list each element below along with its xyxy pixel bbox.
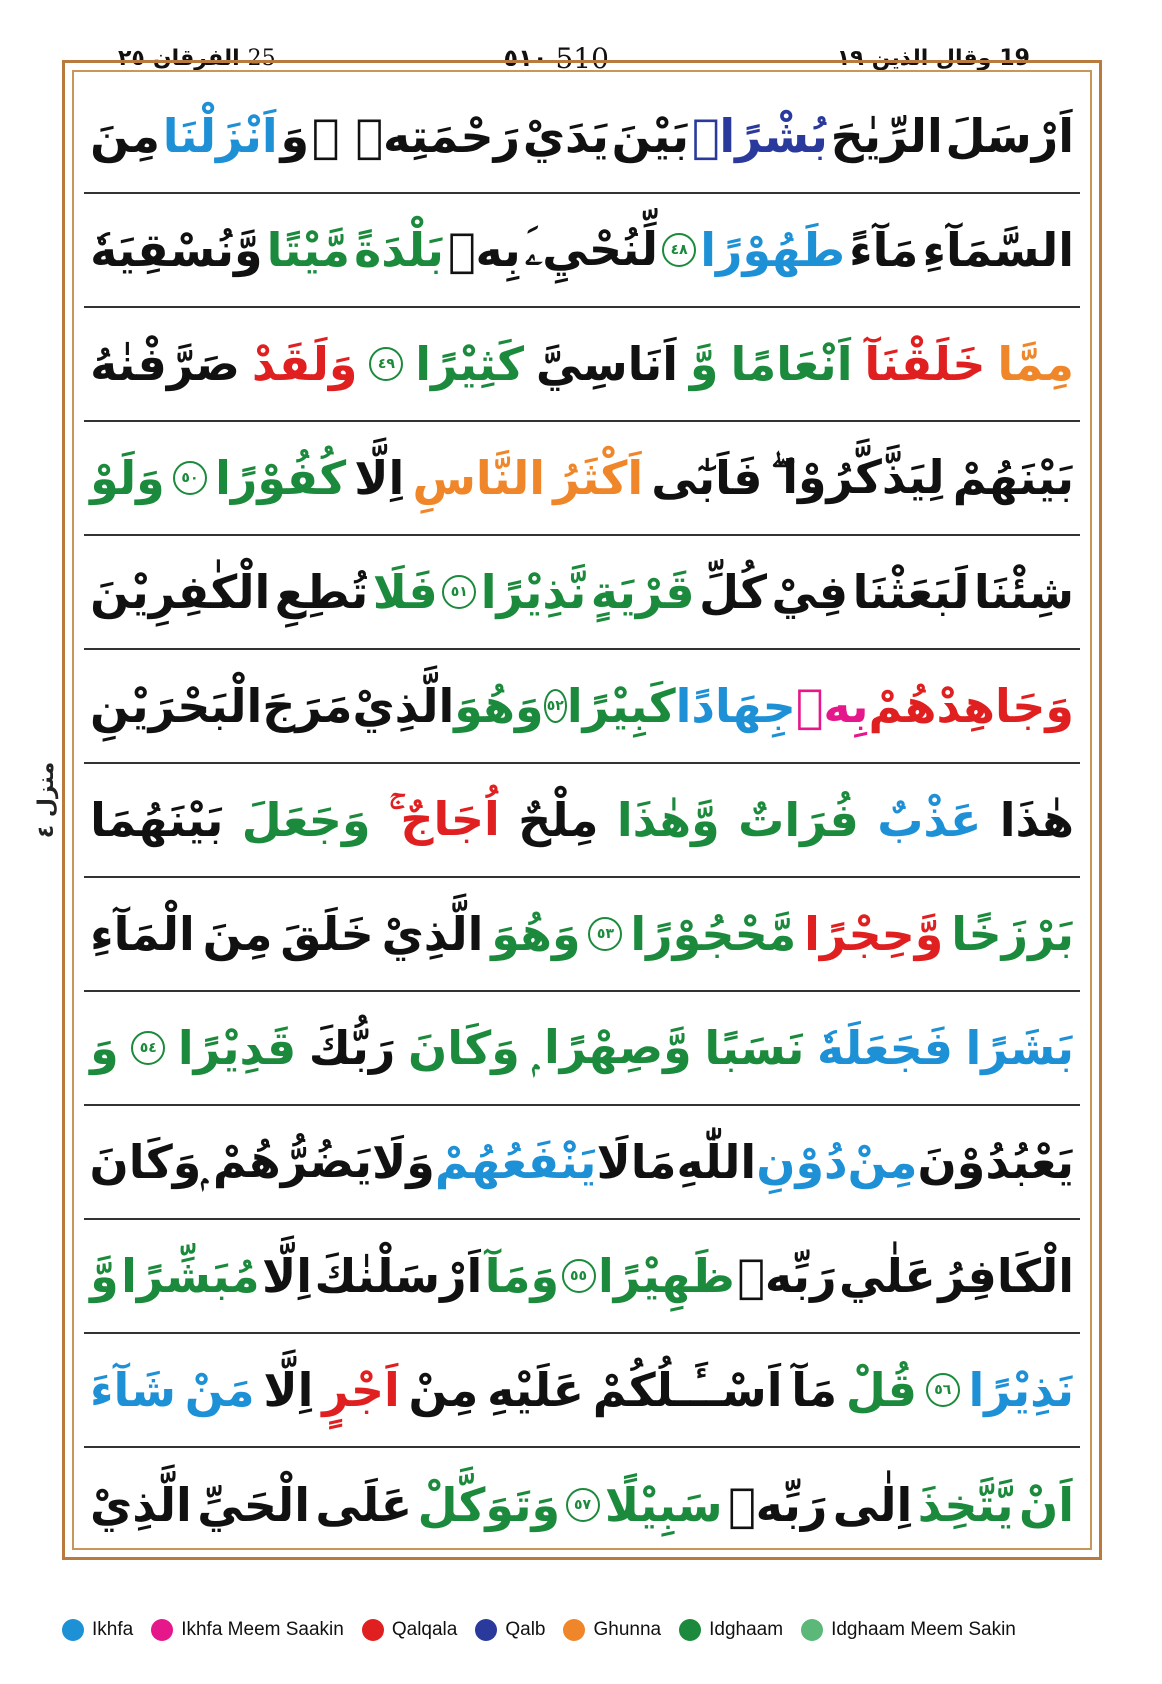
word: رَبِّهٖ bbox=[737, 1249, 837, 1303]
word: شِئْنَا bbox=[973, 565, 1074, 619]
word: اَسْــَٔـلُكُمْ bbox=[592, 1363, 783, 1417]
ayah-number-marker: ٥٣ bbox=[588, 917, 622, 951]
word: السَّمَآءِ bbox=[922, 223, 1074, 277]
word: وَ bbox=[280, 109, 310, 163]
word: وَكَانَ bbox=[89, 1135, 202, 1189]
word: لَا bbox=[596, 1135, 631, 1189]
word: لِيَذَّكَّرُوْا ۖ bbox=[770, 450, 945, 504]
word: فَجَعَلَهٗ bbox=[817, 1021, 953, 1075]
word: اَنْ bbox=[1018, 1478, 1074, 1532]
legend-color-dot bbox=[362, 1619, 384, 1641]
legend-item bbox=[151, 1619, 344, 1641]
word: تُطِعِ bbox=[274, 565, 369, 619]
word: مُبَشِّرًا bbox=[121, 1249, 260, 1303]
word: بَلْدَةً bbox=[354, 223, 444, 277]
word: الَّذِيْ bbox=[381, 907, 484, 961]
word: قَدِيْرًا bbox=[177, 1021, 297, 1075]
tajweed-legend bbox=[62, 1610, 1102, 1650]
word: يَدَيْ bbox=[522, 109, 609, 163]
word: الْمَآءِ bbox=[90, 907, 195, 961]
word: مِنَ bbox=[90, 109, 160, 163]
legend-color-dot bbox=[151, 1619, 173, 1641]
legend-color-dot bbox=[475, 1619, 497, 1641]
word: دُوْنِ bbox=[756, 1135, 848, 1189]
ayah-number-marker: ٥٧ bbox=[566, 1488, 600, 1522]
page-number-english: 510 bbox=[555, 41, 609, 75]
ayah-number-marker: ٥٦ bbox=[926, 1373, 960, 1407]
word: نَذِيْرًا bbox=[968, 1363, 1074, 1417]
word: وَمَآ bbox=[484, 1249, 560, 1303]
word: الَّذِيْ bbox=[352, 679, 455, 733]
text-line bbox=[84, 764, 1080, 878]
word: اِلَّا bbox=[263, 1363, 314, 1417]
word: عَلٰي bbox=[839, 1249, 936, 1303]
ayah-number-marker: ٤٩ bbox=[369, 347, 403, 381]
word: مِلْحٌ bbox=[518, 793, 599, 847]
word: لَبَعَثْنَا bbox=[852, 565, 970, 619]
word: يَّتَّخِذَ bbox=[917, 1478, 1014, 1532]
legend-color-dot bbox=[679, 1619, 701, 1641]
legend-label: Qalb bbox=[505, 1619, 546, 1640]
word: الْبَحْرَيْنِ bbox=[90, 679, 263, 733]
legend-item bbox=[362, 1619, 458, 1641]
word: وَجَاهِدْهُمْ bbox=[868, 679, 1074, 733]
word: اِلَّا bbox=[261, 1249, 313, 1303]
word: اَجْرٍ bbox=[322, 1363, 400, 1417]
word: الْكَافِرُ bbox=[938, 1249, 1074, 1303]
word: وَتَوَكَّلْ bbox=[417, 1478, 561, 1532]
word: بَشَرًا bbox=[965, 1021, 1074, 1075]
text-line bbox=[84, 80, 1080, 194]
word: مَا bbox=[630, 1135, 677, 1189]
word: لِّنُحْيِۦَ bbox=[524, 222, 659, 276]
surah-number: 25 bbox=[247, 45, 276, 71]
word: كَثِيْرًا bbox=[415, 337, 524, 391]
word: بَرْزَخًا bbox=[951, 907, 1074, 961]
legend-label: Idghaam Meem Sakin bbox=[831, 1619, 1016, 1640]
word: جِهَادًا bbox=[675, 679, 796, 733]
legend-label: Idghaam bbox=[709, 1619, 784, 1640]
word: بُشْرًاۢ bbox=[691, 109, 828, 163]
surah-name: الفرقان bbox=[152, 45, 240, 71]
ayah-number-marker: ٥٥ bbox=[562, 1259, 596, 1293]
word: فِيْ bbox=[771, 565, 849, 619]
word: وَلَقَدْ bbox=[251, 337, 358, 391]
legend-label: Qalqala bbox=[391, 1619, 458, 1640]
word: كَبِيْرًا bbox=[566, 679, 676, 733]
word: اَرْسَلْنٰكَ bbox=[314, 1249, 483, 1303]
word: وَّحِجْرًا bbox=[804, 907, 944, 961]
word: شَآءَ bbox=[90, 1363, 177, 1417]
word: بَيْنَ bbox=[611, 109, 690, 163]
word: رَبُّكَ bbox=[308, 1021, 396, 1075]
legend-color-dot bbox=[62, 1619, 84, 1641]
word: بَيْنَهُمَا bbox=[90, 793, 224, 847]
word: وَّنُسْقِيَهٗ bbox=[90, 223, 263, 277]
word: نَّذِيْرًا bbox=[480, 565, 587, 619]
word: وَّ bbox=[689, 337, 719, 391]
word: الْكٰفِرِيْنَ bbox=[90, 565, 271, 619]
text-line bbox=[84, 1106, 1080, 1220]
word: اِلَّا bbox=[354, 451, 405, 505]
word: وَلَا bbox=[372, 1135, 435, 1189]
word: وَهُوَ bbox=[454, 679, 544, 733]
para-number: 19 bbox=[999, 45, 1030, 71]
ayah-number-marker: ٥١ bbox=[442, 575, 476, 609]
legend-color-dot bbox=[801, 1619, 823, 1641]
word: مَرَجَ bbox=[262, 679, 353, 733]
word: الْحَيِّ bbox=[197, 1478, 310, 1532]
word: اَرْسَلَ bbox=[945, 109, 1074, 163]
word: اَنَاسِيَّ bbox=[535, 337, 678, 391]
text-line bbox=[84, 1334, 1080, 1448]
manzil-marker: منزل ٤ bbox=[34, 761, 59, 839]
word: اَكْثَرُ bbox=[553, 451, 644, 505]
word: وَهُوَ bbox=[491, 907, 581, 961]
text-line bbox=[84, 650, 1080, 764]
word: وَّهٰذَا bbox=[616, 793, 720, 847]
legend-label: Ikhfa bbox=[92, 1619, 134, 1640]
word: نَسَبًا bbox=[704, 1021, 805, 1075]
word: خَلَقَ bbox=[280, 907, 374, 961]
word: هٰذَا bbox=[999, 793, 1074, 847]
legend-label: Ikhfa Meem Saakin bbox=[181, 1619, 344, 1640]
word: اَنْزَلْنَا bbox=[162, 109, 278, 163]
word: مِنْ bbox=[847, 1135, 918, 1189]
para-number-arabic: ١٩ bbox=[836, 45, 864, 71]
ayah-number-marker: ٥٠ bbox=[173, 461, 207, 495]
word: مَآ bbox=[791, 1363, 838, 1417]
word: وَكَانَ bbox=[407, 1021, 520, 1075]
text-line bbox=[84, 536, 1080, 650]
text-line bbox=[84, 1448, 1080, 1562]
word: رَبِّهٖ bbox=[728, 1478, 828, 1532]
word: بَيْنَهُمْ bbox=[952, 451, 1074, 505]
legend-item bbox=[62, 1619, 133, 1641]
word: مَّحْجُوْرًا bbox=[630, 907, 797, 961]
legend-item bbox=[563, 1619, 661, 1641]
word: يَضُرُّهُمْ ۭ bbox=[201, 1134, 373, 1188]
word: مِنْ bbox=[408, 1363, 479, 1417]
word: اُجَاجٌ ۚ bbox=[388, 792, 500, 846]
word: سَبِيْلًا bbox=[604, 1478, 723, 1532]
word: النَّاسِ bbox=[412, 451, 546, 505]
text-line bbox=[84, 194, 1080, 308]
word: الرِّيٰحَ bbox=[830, 109, 943, 163]
word: اللّٰهِ bbox=[676, 1135, 757, 1189]
word: رَحْمَتِهٖ ۚ bbox=[311, 109, 521, 163]
word: الَّذِيْ bbox=[90, 1478, 192, 1532]
word: مَّيْتًا bbox=[266, 223, 350, 277]
ayah-number-marker: ٤٨ bbox=[662, 233, 696, 267]
word: مِمَّا bbox=[997, 337, 1074, 391]
text-line bbox=[84, 1220, 1080, 1334]
word: صَرَّفْنٰهُ bbox=[90, 337, 240, 391]
surah-number-arabic: ٢٥ bbox=[118, 45, 145, 71]
text-line bbox=[84, 992, 1080, 1106]
word: عَلَيْهِ bbox=[487, 1363, 585, 1417]
word: يَعْبُدُوْنَ bbox=[917, 1135, 1074, 1189]
page-number-arabic: ٥١٠ bbox=[503, 44, 548, 72]
word: بِهٖ bbox=[447, 223, 521, 277]
legend-item bbox=[475, 1619, 545, 1641]
word: وَلَوْ bbox=[90, 451, 165, 505]
word: عَذْبٌ bbox=[877, 793, 982, 847]
word: مَآءً bbox=[849, 223, 919, 277]
word: فَلَا bbox=[372, 565, 438, 619]
word: مَنْ bbox=[184, 1363, 255, 1417]
text-line bbox=[84, 878, 1080, 992]
legend-item bbox=[679, 1619, 783, 1641]
word: وَجَعَلَ bbox=[241, 793, 371, 847]
text-line bbox=[84, 422, 1080, 536]
word: وَّ bbox=[90, 1249, 119, 1303]
word: كُلِّ bbox=[699, 565, 767, 619]
word: قُلْ bbox=[845, 1363, 917, 1417]
legend-item bbox=[801, 1619, 1016, 1641]
text-line bbox=[84, 308, 1080, 422]
word: ظَهِيْرًا bbox=[598, 1249, 735, 1303]
word: اِلٰى bbox=[832, 1478, 913, 1532]
word: اَنْعَامًا bbox=[730, 337, 853, 391]
word: طَهُوْرًا bbox=[700, 223, 846, 277]
word: وَ bbox=[90, 1021, 119, 1075]
legend-label: Ghunna bbox=[593, 1619, 662, 1640]
quran-text-block bbox=[84, 80, 1080, 1562]
word: مِنَ bbox=[202, 907, 273, 961]
word: عَلَى bbox=[315, 1478, 413, 1532]
word: قَرْيَةٍ bbox=[590, 565, 695, 619]
word: كُفُوْرًا bbox=[215, 451, 347, 505]
word: فُرَاتٌ bbox=[738, 793, 859, 847]
word: فَاَبٰٓى bbox=[651, 451, 763, 505]
word: يَنْفَعُهُمْ bbox=[434, 1135, 597, 1189]
ayah-number-marker: ٥٤ bbox=[131, 1031, 165, 1065]
word: وَّصِهْرًا ۭ bbox=[532, 1020, 692, 1074]
word: خَلَقْنَآ bbox=[864, 337, 986, 391]
ayah-number-marker: ٥٢ bbox=[544, 689, 567, 723]
legend-color-dot bbox=[563, 1619, 585, 1641]
word: بِهٖ bbox=[795, 679, 869, 733]
para-name: وقال الذين bbox=[871, 45, 992, 71]
